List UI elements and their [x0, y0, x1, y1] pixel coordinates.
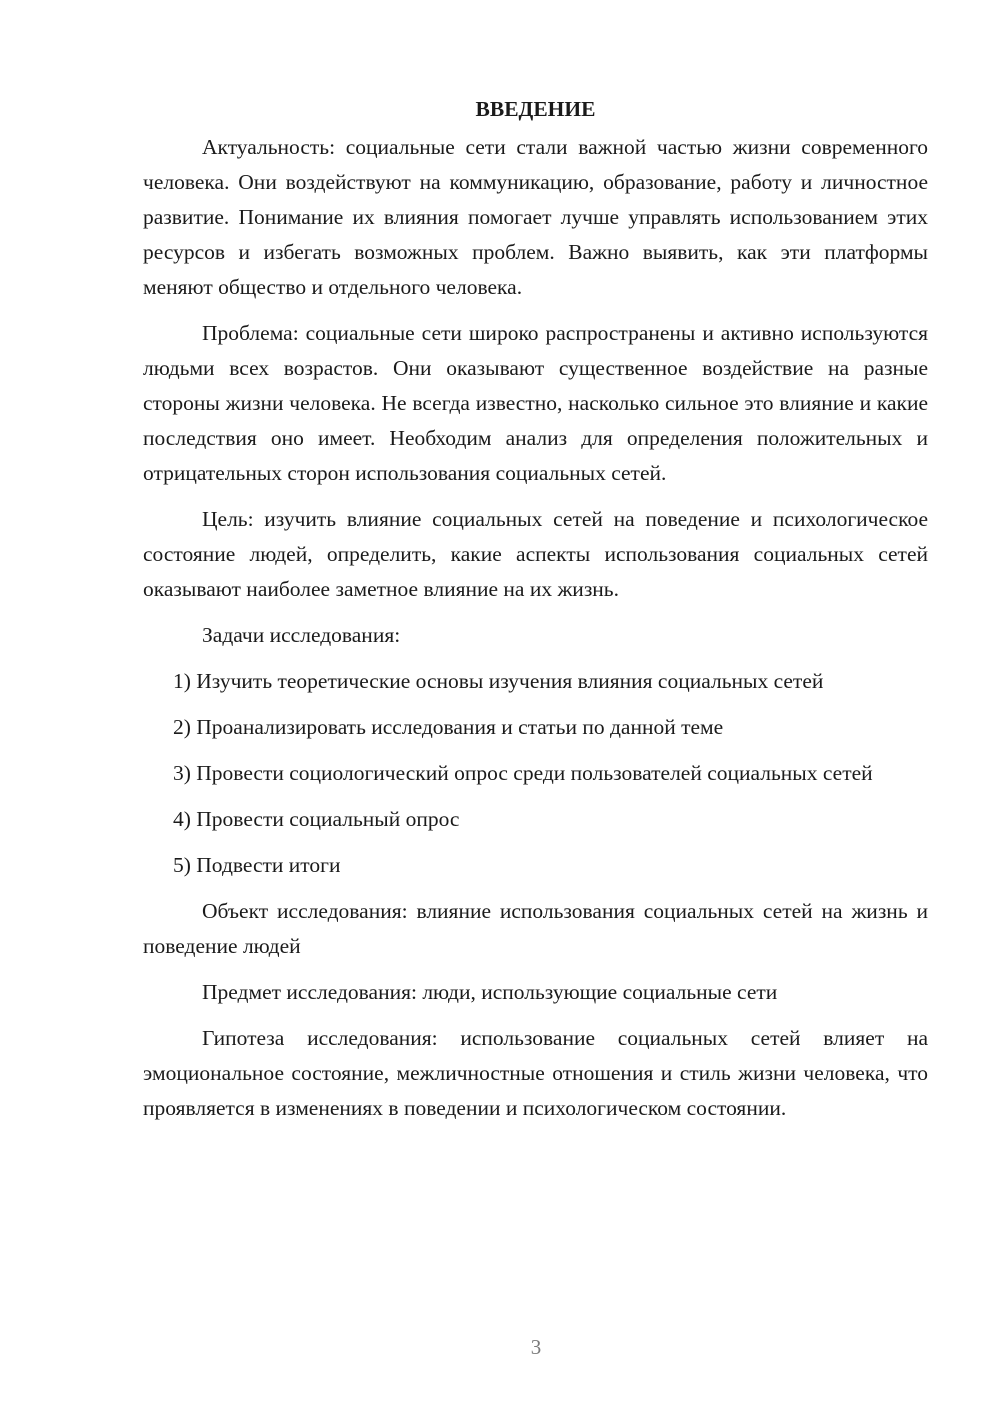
document-page: [143, 92, 928, 1137]
task-item-5: 5) Подвести итоги: [173, 853, 341, 877]
paragraph-goal: Цель: изучить влияние социальных сетей на поведение и психологическое состояние людей, определить, какие аспекты использования социальных сетей оказывают наиболее заметное влияние на их жизнь.: [143, 507, 928, 601]
page-title: ВВЕДЕНИЕ: [475, 97, 596, 121]
paragraph-relevance: Актуальность: социальные сети стали важной частью жизни современного человека. Они воздействуют на коммуникацию, образование, работу и личностное развитие. Понимание их влияния помогает лучше управлять использованием этих ресурсов и избегать возможных проблем. Важно выявить, как эти платформы меняют общество и отдельного человека.: [143, 135, 928, 299]
task-item-3: 3) Провести социологический опрос среди пользователей социальных сетей: [173, 761, 873, 785]
task-item-2: 2) Проанализировать исследования и статьи по данной теме: [173, 715, 724, 739]
page-number: 3: [530, 1335, 542, 1359]
paragraph-object: Объект исследования: влияние использования социальных сетей на жизнь и поведение людей: [143, 899, 928, 958]
tasks-heading: Задачи исследования:: [202, 623, 401, 647]
paragraph-hypothesis: Гипотеза исследования: использование социальных сетей влияет на эмоциональное состояние, межличностные отношения и стиль жизни человека, что проявляется в изменениях в поведении и психологическом состоянии.: [143, 1026, 928, 1120]
task-item-4: 4) Провести социальный опрос: [173, 807, 460, 831]
paragraph-problem: Проблема: социальные сети широко распространены и активно используются людьми всех возрастов. Они оказывают существенное воздействие на разные стороны жизни человека. Не всегда известно, насколько сильное это влияние и какие последствия оно имеет. Необходим анализ для определения положительных и отрицательных сторон использования социальных сетей.: [143, 321, 928, 485]
task-item-1: 1) Изучить теоретические основы изучения влияния социальных сетей: [173, 669, 824, 693]
paragraph-subject: Предмет исследования: люди, использующие социальные сети: [202, 980, 778, 1004]
